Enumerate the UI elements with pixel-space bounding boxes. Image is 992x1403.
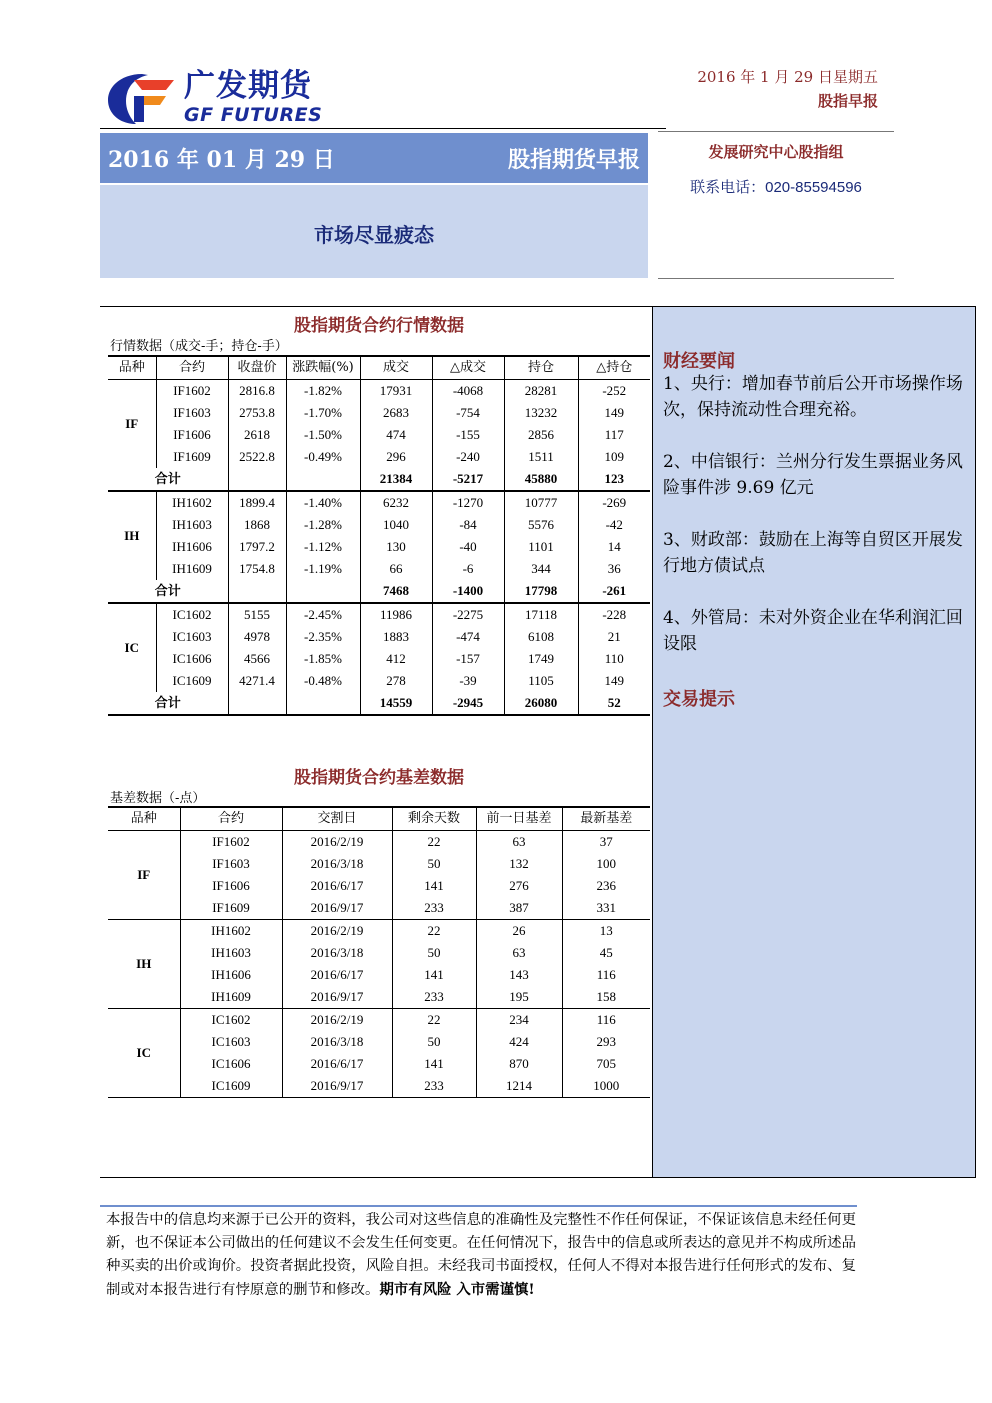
table-cell: 6108 [504, 626, 578, 648]
table-cell: -754 [432, 402, 504, 424]
table-cell: -269 [578, 491, 650, 514]
total-cell: 14559 [360, 692, 432, 715]
total-label: 合计 [108, 692, 228, 715]
column-header: △成交 [432, 356, 504, 380]
table-cell: -228 [578, 603, 650, 626]
table-cell: 424 [476, 1031, 562, 1053]
table-cell: 141 [392, 1053, 476, 1075]
table-cell: 234 [476, 1009, 562, 1032]
table-cell: 2856 [504, 424, 578, 446]
table-cell: -157 [432, 648, 504, 670]
table-cell: 233 [392, 1075, 476, 1098]
table-cell: -42 [578, 514, 650, 536]
table-row [108, 536, 650, 558]
table-cell: -1.70% [286, 402, 360, 424]
disclaimer-divider [100, 1205, 857, 1207]
table-cell: 13232 [504, 402, 578, 424]
logo-chinese-text: 广发期货 [184, 68, 312, 104]
total-cell: -261 [578, 580, 650, 603]
table-row [108, 1031, 650, 1053]
table-cell: 109 [578, 446, 650, 468]
table-cell: 5576 [504, 514, 578, 536]
table-cell: IF1606 [180, 875, 282, 897]
table-cell: 1868 [228, 514, 286, 536]
table-cell: 21 [578, 626, 650, 648]
table-cell: IC1602 [156, 603, 228, 626]
table-cell: 100 [562, 853, 650, 875]
basis-table-title: 股指期货合约基差数据 [294, 768, 464, 788]
table-cell: IF1603 [156, 402, 228, 424]
table-cell: -2.45% [286, 603, 360, 626]
table-cell: -2.35% [286, 626, 360, 648]
total-cell: 52 [578, 692, 650, 715]
table-cell: IH1606 [156, 536, 228, 558]
table-cell: 1754.8 [228, 558, 286, 580]
table-row [108, 897, 650, 920]
table-cell: 110 [578, 648, 650, 670]
quotes-table-note: 行情数据（成交-手；持仓-手） [110, 339, 288, 354]
total-cell: 26080 [504, 692, 578, 715]
table-cell: -40 [432, 536, 504, 558]
table-cell: 412 [360, 648, 432, 670]
total-row [108, 468, 650, 491]
total-label: 合计 [108, 580, 228, 603]
table-cell: IC1603 [156, 626, 228, 648]
disclaimer-text: 本报告中的信息均来源于已公开的资料，我公司对这些信息的准确性及完整性不作任何保证，不保证该信息未经任何更新，也不保证本公司做出的任何建议不会发生任何变更。在任何情况下，报告中的信息或所表达的意见并不构成所述品种买卖的出价或询价。投资者据此投资，风险自担。未经我司书面授权，任何人不得对本报告进行任何形式的发布、复制或对本报告进行有悖原意的删节和修改。 [106, 1212, 856, 1298]
table-cell: 22 [392, 920, 476, 943]
table-cell: IH1606 [180, 964, 282, 986]
table-cell: IF1609 [180, 897, 282, 920]
team-name: 发展研究中心股指组 [708, 143, 844, 161]
table-cell: 28281 [504, 380, 578, 403]
table-cell: -39 [432, 670, 504, 692]
table-row [108, 942, 650, 964]
table-cell: -474 [432, 626, 504, 648]
table-cell: 296 [360, 446, 432, 468]
table-cell: 116 [562, 1009, 650, 1032]
table-cell: 4978 [228, 626, 286, 648]
table-cell: 50 [392, 1031, 476, 1053]
table-cell: 2016/9/17 [282, 1075, 392, 1098]
product-cell: IF [108, 831, 180, 920]
quotes-table [108, 355, 650, 716]
table-cell: -1.85% [286, 648, 360, 670]
table-cell: 2522.8 [228, 446, 286, 468]
total-label: 合计 [108, 468, 228, 491]
table-cell: 4566 [228, 648, 286, 670]
table-cell: IC1609 [180, 1075, 282, 1098]
total-cell: 123 [578, 468, 650, 491]
table-cell: 36 [578, 558, 650, 580]
table-cell: 17118 [504, 603, 578, 626]
table-cell: 2016/2/19 [282, 1009, 392, 1032]
table-cell [286, 468, 360, 491]
table-cell: 116 [562, 964, 650, 986]
team-divider-bottom [658, 278, 894, 279]
news-item: 3、财政部：鼓励在上海等自贸区开展发行地方债试点 [663, 530, 963, 576]
table-cell: 1000 [562, 1075, 650, 1098]
table-cell: 66 [360, 558, 432, 580]
table-cell: 11986 [360, 603, 432, 626]
table-cell: 2618 [228, 424, 286, 446]
title-date: 2016 年 01 月 29 日 [108, 147, 335, 173]
table-row [108, 853, 650, 875]
table-cell: 233 [392, 897, 476, 920]
table-cell: IH1603 [156, 514, 228, 536]
table-cell: 37 [562, 831, 650, 854]
table-cell: 236 [562, 875, 650, 897]
table-cell: 2016/3/18 [282, 853, 392, 875]
table-cell: 2016/2/19 [282, 831, 392, 854]
gf-logo-icon [104, 70, 178, 126]
table-cell: 278 [360, 670, 432, 692]
column-header: 最新基差 [562, 807, 650, 831]
column-header: 成交 [360, 356, 432, 380]
table-cell: 45 [562, 942, 650, 964]
table-row [108, 380, 650, 403]
table-row [108, 920, 650, 943]
table-row [108, 558, 650, 580]
table-cell: 1101 [504, 536, 578, 558]
table-cell: 13 [562, 920, 650, 943]
column-header: △持仓 [578, 356, 650, 380]
table-row [108, 875, 650, 897]
quotes-table-title: 股指期货合约行情数据 [294, 316, 464, 336]
table-cell: 2816.8 [228, 380, 286, 403]
table-row [108, 424, 650, 446]
table-cell: 6232 [360, 491, 432, 514]
table-cell: -240 [432, 446, 504, 468]
table-cell: -252 [578, 380, 650, 403]
table-cell: 1797.2 [228, 536, 286, 558]
sidebar-panel [652, 307, 976, 1177]
table-cell: IC1602 [180, 1009, 282, 1032]
logo-english-text: GF FUTURES [184, 104, 323, 126]
table-cell: -1.12% [286, 536, 360, 558]
table-row [108, 670, 650, 692]
table-cell: 141 [392, 964, 476, 986]
table-cell: 705 [562, 1053, 650, 1075]
table-cell: IF1602 [180, 831, 282, 854]
table-row [108, 491, 650, 514]
table-cell: IF1606 [156, 424, 228, 446]
quotes-header-row [108, 356, 650, 380]
table-cell [228, 580, 286, 603]
table-cell [286, 692, 360, 715]
table-cell: 1040 [360, 514, 432, 536]
table-cell: -84 [432, 514, 504, 536]
report-date: 2016 年 1 月 29 日星期五 [697, 68, 878, 86]
table-cell: 233 [392, 986, 476, 1009]
news-heading: 财经要闻 [663, 351, 735, 372]
table-cell: 474 [360, 424, 432, 446]
table-row [108, 986, 650, 1009]
table-row [108, 603, 650, 626]
table-cell: IH1603 [180, 942, 282, 964]
table-row [108, 831, 650, 854]
news-item: 2、中信银行：兰州分行发生票据业务风险事件涉 9.69 亿元 [663, 452, 963, 498]
table-cell: 143 [476, 964, 562, 986]
table-cell: 1899.4 [228, 491, 286, 514]
column-header: 前一日基差 [476, 807, 562, 831]
table-cell: IC1606 [180, 1053, 282, 1075]
table-cell: -155 [432, 424, 504, 446]
column-header: 品种 [108, 356, 156, 380]
product-cell: IC [124, 640, 139, 655]
table-cell: 117 [578, 424, 650, 446]
table-cell: IF1602 [156, 380, 228, 403]
basis-table-note: 基差数据（-点） [110, 791, 206, 806]
total-cell: -2945 [432, 692, 504, 715]
table-cell: IC1606 [156, 648, 228, 670]
table-cell: 132 [476, 853, 562, 875]
table-cell: 22 [392, 831, 476, 854]
phone-label: 联系电话： [690, 178, 766, 196]
table-cell: 2016/3/18 [282, 942, 392, 964]
table-cell: -6 [432, 558, 504, 580]
table-cell: 276 [476, 875, 562, 897]
tips-heading: 交易提示 [663, 689, 735, 710]
phone-number: 020-85594596 [765, 179, 862, 196]
column-header: 品种 [108, 807, 180, 831]
table-cell: -4068 [432, 380, 504, 403]
company-logo [104, 66, 364, 128]
column-header: 收盘价 [228, 356, 286, 380]
table-cell [228, 692, 286, 715]
table-cell: 26 [476, 920, 562, 943]
table-cell: 2016/6/17 [282, 875, 392, 897]
table-cell: -1.19% [286, 558, 360, 580]
table-cell: 195 [476, 986, 562, 1009]
report-headline: 市场尽显疲态 [314, 223, 434, 247]
table-cell: 50 [392, 942, 476, 964]
table-cell: IH1609 [156, 558, 228, 580]
header-divider [100, 128, 666, 129]
table-cell: 10777 [504, 491, 578, 514]
main-bottom-rule [100, 1177, 976, 1178]
table-cell: 50 [392, 853, 476, 875]
total-cell: 21384 [360, 468, 432, 491]
table-cell: 149 [578, 402, 650, 424]
table-cell: 2753.8 [228, 402, 286, 424]
table-cell: 331 [562, 897, 650, 920]
contact-phone [658, 176, 894, 197]
table-cell: -1.50% [286, 424, 360, 446]
table-cell: 158 [562, 986, 650, 1009]
total-row [108, 580, 650, 603]
table-row [108, 626, 650, 648]
table-cell: 1883 [360, 626, 432, 648]
table-cell [228, 468, 286, 491]
table-cell: IH1602 [156, 491, 228, 514]
table-cell: IC1609 [156, 670, 228, 692]
total-cell: 45880 [504, 468, 578, 491]
table-cell: 149 [578, 670, 650, 692]
table-cell: 130 [360, 536, 432, 558]
table-cell: 63 [476, 942, 562, 964]
table-cell: 344 [504, 558, 578, 580]
report-type: 股指早报 [817, 92, 878, 110]
table-cell: IF1603 [180, 853, 282, 875]
table-cell: 2016/9/17 [282, 897, 392, 920]
table-cell: 1749 [504, 648, 578, 670]
news-item: 1、央行：增加春节前后公开市场操作场次，保持流动性合理充裕。 [663, 374, 963, 420]
table-cell: -0.48% [286, 670, 360, 692]
table-row [108, 514, 650, 536]
basis-header-row [108, 807, 650, 831]
table-cell: 2016/6/17 [282, 1053, 392, 1075]
column-header: 剩余天数 [392, 807, 476, 831]
table-cell: 141 [392, 875, 476, 897]
table-row [108, 402, 650, 424]
table-cell: -1.28% [286, 514, 360, 536]
table-cell: IC1603 [180, 1031, 282, 1053]
table-cell: -1270 [432, 491, 504, 514]
total-cell: 7468 [360, 580, 432, 603]
total-cell: 17798 [504, 580, 578, 603]
table-cell: 5155 [228, 603, 286, 626]
table-row [108, 964, 650, 986]
table-cell: 870 [476, 1053, 562, 1075]
product-cell: IH [108, 920, 180, 1009]
total-cell: -5217 [432, 468, 504, 491]
column-header: 合约 [180, 807, 282, 831]
team-divider-top [658, 131, 894, 132]
product-cell: IH [124, 528, 140, 543]
table-cell: 2016/9/17 [282, 986, 392, 1009]
news-item: 4、外管局：未对外资企业在华利润汇回设限 [663, 608, 963, 654]
table-row [108, 1075, 650, 1098]
table-cell: 14 [578, 536, 650, 558]
table-cell: 387 [476, 897, 562, 920]
total-cell: -1400 [432, 580, 504, 603]
table-cell: 2016/6/17 [282, 964, 392, 986]
column-header: 涨跌幅(%) [286, 356, 360, 380]
product-cell: IC [108, 1009, 180, 1098]
table-cell: 293 [562, 1031, 650, 1053]
table-cell: IH1609 [180, 986, 282, 1009]
table-cell: 2683 [360, 402, 432, 424]
basis-table [108, 806, 650, 1098]
total-row [108, 692, 650, 715]
subtitle-panel [100, 185, 648, 278]
table-cell: IF1609 [156, 446, 228, 468]
title-report-name: 股指期货早报 [507, 147, 640, 173]
table-cell: 1511 [504, 446, 578, 468]
table-cell: 1214 [476, 1075, 562, 1098]
table-cell: 4271.4 [228, 670, 286, 692]
table-cell: 17931 [360, 380, 432, 403]
column-header: 合约 [156, 356, 228, 380]
table-cell [286, 580, 360, 603]
title-bar [100, 133, 648, 183]
table-cell: 2016/2/19 [282, 920, 392, 943]
table-cell: 1105 [504, 670, 578, 692]
table-row [108, 1053, 650, 1075]
table-row [108, 1009, 650, 1032]
column-header: 交割日 [282, 807, 392, 831]
table-cell: -0.49% [286, 446, 360, 468]
table-row [108, 648, 650, 670]
column-header: 持仓 [504, 356, 578, 380]
table-cell: 22 [392, 1009, 476, 1032]
table-cell: IH1602 [180, 920, 282, 943]
table-cell: -1.40% [286, 491, 360, 514]
disclaimer [106, 1209, 856, 1302]
table-cell: -1.82% [286, 380, 360, 403]
table-cell: -2275 [432, 603, 504, 626]
risk-warning: 期市有风险 入市需谨慎! [379, 1281, 535, 1298]
table-cell: 2016/3/18 [282, 1031, 392, 1053]
table-cell: 63 [476, 831, 562, 854]
table-row [108, 446, 650, 468]
product-cell: IF [125, 416, 139, 431]
